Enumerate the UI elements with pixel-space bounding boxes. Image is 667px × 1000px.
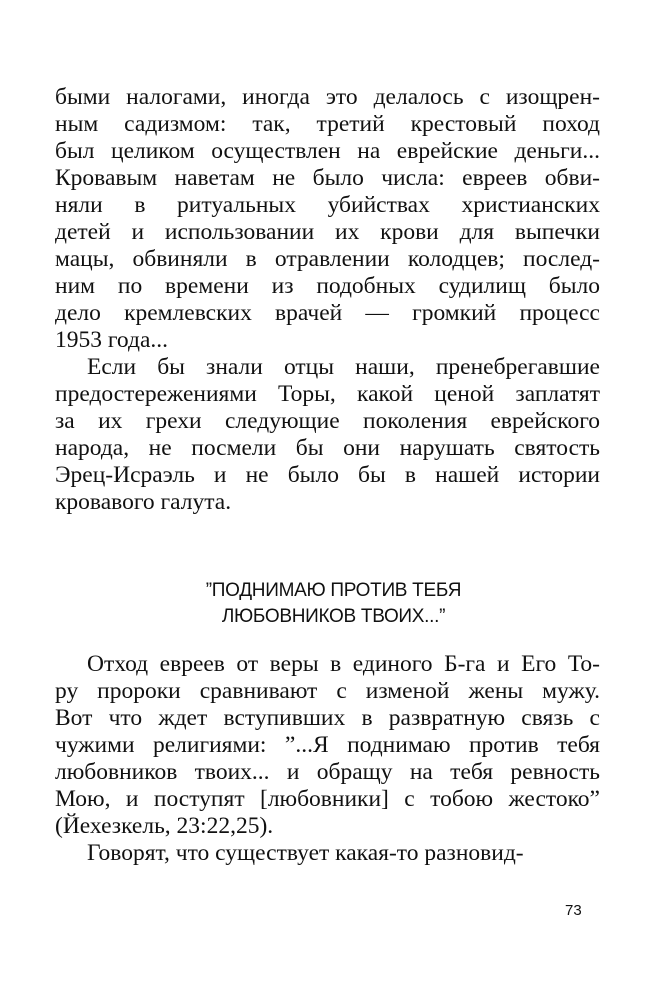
paragraph (55, 354, 600, 516)
heading-line: ”ПОДНИМАЮ ПРОТИВ ТЕБЯ (205, 580, 462, 601)
text-line: Вот что ждет вступивших в развратную связь с (55, 705, 600, 731)
text-line: 1953 года... (55, 327, 169, 353)
text-line: няли в ритуальных убийствах христианских (55, 192, 600, 218)
text-line: ным садизмом: так, третий крестовый поход (55, 111, 600, 137)
text-line: Говорят, что существует какая-то разновид- (87, 840, 524, 866)
paragraph (55, 651, 600, 840)
text-line: ним по времени из подобных судилищ было (55, 273, 600, 299)
text-line: детей и использовании их крови для выпечки (55, 219, 600, 245)
text-line: за их грехи следующие поколения еврейского (55, 408, 600, 434)
text-line: ру пророки сравнивают с изменой жены мужу. (55, 678, 600, 704)
text-line: чужими религиями: ”...Я поднимаю против тебя (55, 732, 600, 758)
text-line: народа, не посмели бы они нарушать святость (55, 435, 600, 461)
paragraph (55, 840, 600, 867)
text-line: Мою, и поступят [любовники] с тобою жестоко” (55, 786, 600, 812)
text-line: Отход евреев от веры в единого Б-га и Его То- (87, 651, 600, 677)
text-line: Кровавым наветам не было числа: евреев обви- (55, 165, 600, 191)
text-block-bottom (55, 651, 600, 867)
page-number: 73 (565, 902, 582, 919)
heading-line: ЛЮБОВНИКОВ ТВОИХ...” (221, 606, 446, 627)
text-line: быми налогами, иногда это делалось с изощрен- (55, 84, 600, 110)
text-line: мацы, обвиняли в отравлении колодцев; послед- (55, 246, 600, 272)
text-line: любовников твоих... и обращу на тебя ревность (55, 759, 600, 785)
text-line: кровавого галута. (55, 489, 232, 515)
text-line: был целиком осуществлен на еврейские деньги... (55, 138, 600, 164)
text-line: предостережениями Торы, какой ценой заплатят (55, 381, 600, 407)
paragraph (55, 84, 600, 354)
text-line: Если бы знали отцы наши, пренебрегавшие (87, 354, 600, 380)
text-line: дело кремлевских врачей — громкий процесс (55, 300, 600, 326)
text-line: (Йехезкель, 23:22,25). (55, 813, 274, 839)
text-block-top (55, 84, 600, 516)
text-line: Эрец-Исраэль и не было бы в нашей истории (55, 462, 600, 488)
